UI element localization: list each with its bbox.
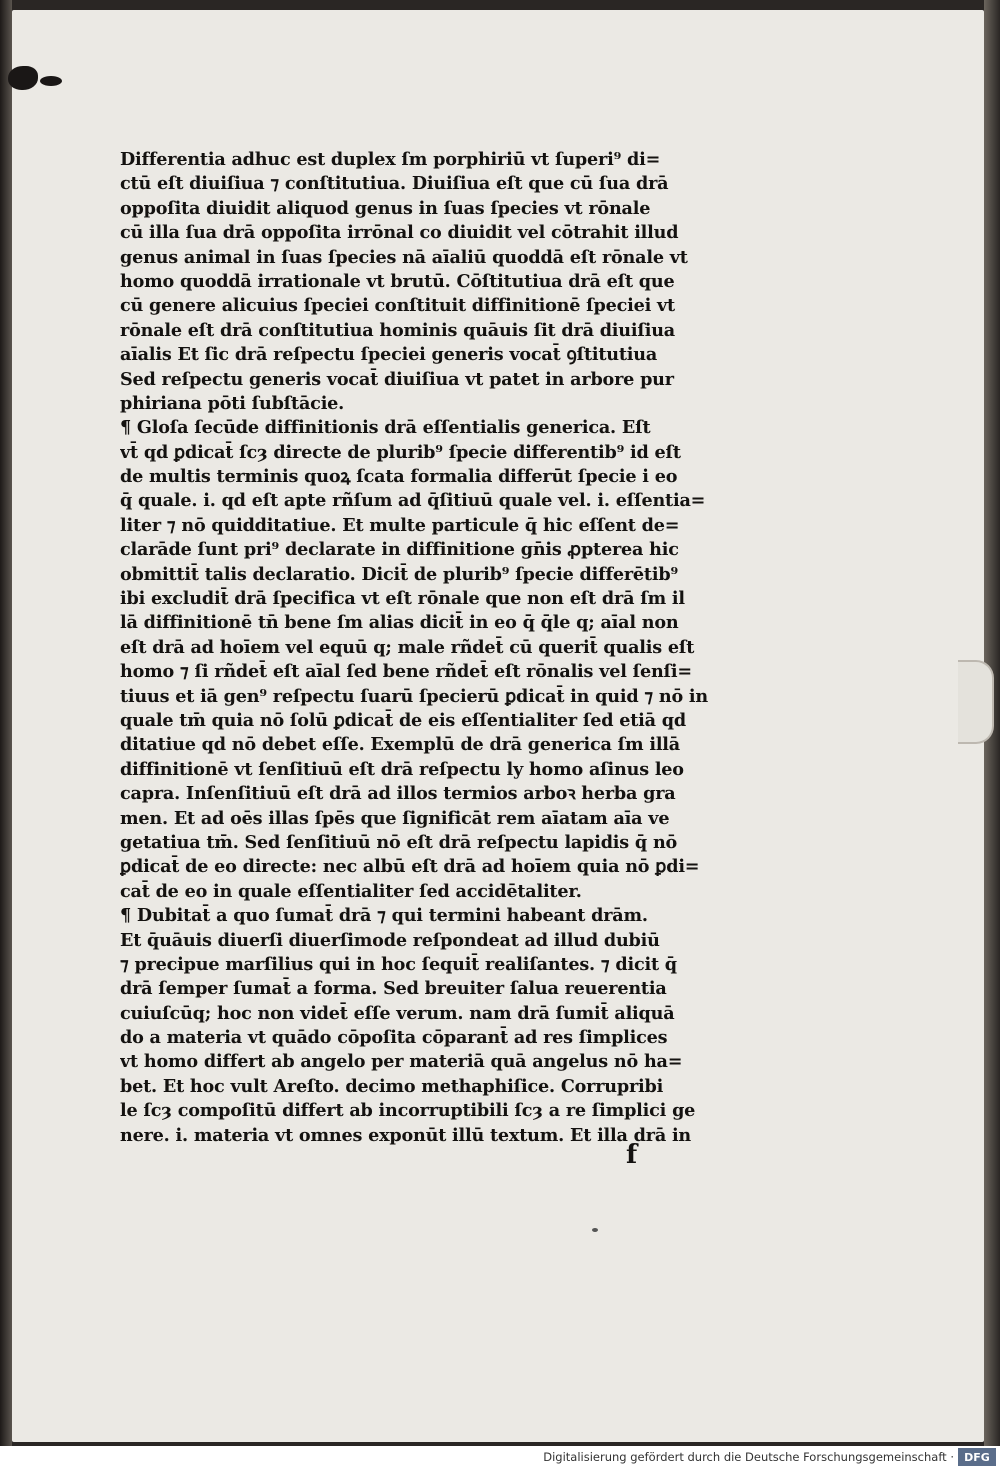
text-line: ditatiue qd nō debet eſſe. Exemplū de drā generica ſm illā [120,734,680,756]
text-line: getatiua tm̄. Sed ſenſitiuū nō eſt drā reſpectu lapidis q̄ nō [120,831,678,853]
book-spine [0,0,12,1446]
text-line: homo ⁊ ſi rñdet̄ eſt aīal ſed bene rñdet̄ eſt rōnalis vel ſenſi= [120,661,692,683]
text-line: Differentia adhuc est duplex ſm porphiriū vt ſuperi⁹ di= [120,149,661,170]
text-line: ¶ Dubitat̄ a quo ſumat̄ drā ⁊ qui termini habeant drām. [120,905,648,927]
text-line: rōnale eſt drā conſtitutiua hominis quāuis ſit drā diuiſiua [120,319,676,341]
text-line: cū genere alicuius ſpeciei conſtituit diffinitionē ſpeciei vt [120,295,675,317]
text-line: ⁊ precipue marſilius qui in hoc ſequit̄ realiſantes. ⁊ dicit q̄ [120,953,677,975]
printed-text-block [120,148,720,1148]
text-line: homo quoddā irrationale vt brutū. Cōſtitutiua drā eſt que [120,270,675,292]
text-line: vt homo differt ab angelo per materiā quā angelus nō ha= [120,1051,683,1073]
text-line: men. Et ad oēs illas ſpēs que ſignificāt rem aīatam aīa ve [120,807,670,829]
text-line: quale tm̄ quia nō ſolū ꝑdicat̄ de eis eſſentialiter ſed etiā qd [120,709,686,731]
text-line: de multis terminis quoꝝ ſcata formalia differūt ſpecie i eo [120,466,678,488]
dfg-logo: DFG [958,1448,996,1466]
text-line: cuiuſcūq; hoc non videt̄ eſſe verum. nam drā ſumit̄ aliquā [120,1002,675,1024]
text-line: cū illa ſua drā oppoſita irrōnal co diuidit vel cōtrahit illud [120,222,679,244]
text-line: bet. Et hoc vult Areſto. decimo methaphiſice. Corrupribi [120,1075,664,1097]
signature-mark: f [626,1140,638,1170]
text-line: drā ſemper ſumat̄ a forma. Sed breuiter ſalua reuerentia [120,978,667,1000]
text-line: liter ⁊ nō quidditatiue. Et multe particule q̄ hic eſſent de= [120,514,680,536]
text-line: clarāde ſunt pri⁹ declarate in diffinitione gn̄is ꝓpterea hic [120,539,679,561]
text-line: eſt drā ad hoīem vel equū q; male rñdet̄ cū querit̄ qualis eſt [120,636,695,658]
text-line: oppoſita diuidit aliquod genus in ſuas ſpecies vt rōnale [120,197,651,219]
text-line: ꝑdicat̄ de eo directe: nec albū eſt drā ad hoīem quia nō ꝑdi= [120,856,700,878]
text-line: ctū eſt diuiſiua ⁊ conſtitutiua. Diuiſiua eſt que cū ſua drā [120,173,669,195]
text-line: phiriana pōti ſubſtācie. [120,392,345,414]
text-line: diffinitionē vt ſenſitiuū eſt drā reſpectu ly homo aſinus leo [120,758,684,780]
text-line: do a materia vt quādo cōpoſita cōparant̄ ad res ſimplices [120,1027,668,1049]
text-line: ¶ Gloſa ſecūde diffinitionis drā eſſentialis generica. Eſt [120,417,651,439]
ink-blot [8,66,38,90]
text-line: obmittit̄ talis declaratio. Dicit̄ de plurib⁹ ſpecie differētib⁹ [120,563,678,585]
text-line: lā diffinitionē tn̄ bene ſm alias dicit̄ in eo q̄ q̄le q; aīal non [120,612,679,634]
text-line: Sed reſpectu generis vocat̄ diuiſiua vt patet in arbore pur [120,368,674,390]
page-clip [958,660,994,744]
text-line: aīalis Et ſic drā reſpectu ſpeciei generis vocat̄ ꝯſtitutiua [120,344,658,366]
text-line: tiuus et iā gen⁹ reſpectu ſuarū ſpecierū ꝑdicat̄ in quid ⁊ nō in [120,685,708,707]
text-line: cat̄ de eo in quale eſſentialiter ſed accidētaliter. [120,880,582,902]
funding-notice: Digitalisierung gefördert durch die Deutsche Forschungsgemeinschaft · [543,1450,954,1464]
text-line: Et q̄uāuis diuerſi diuerſimode reſpondeat ad illud dubiū [120,929,660,951]
ink-blot-tail [40,76,62,86]
text-line: capra. Inſenſitiuū eſt drā ad illos termios arboꝛ herba gra [120,783,676,805]
text-line: ibi excludit̄ drā ſpecifica vt eſt rōnale que non eſt drā ſm il [120,588,685,610]
text-line: genus animal in ſuas ſpecies nā aīaliū quoddā eſt rōnale vt [120,246,688,268]
paper-speck [592,1228,598,1232]
text-line: nere. i. materia vt omnes exponūt illū textum. Et illa drā in [120,1124,692,1146]
text-line: vt̄ qd ꝑdicat̄ ſcȝ directe de plurib⁹ ſpecie differentib⁹ id eſt [120,441,681,463]
text-line: q̄ quale. i. qd eſt apte rñſum ad q̄ſitiuū quale vel. i. eſſentia= [120,490,706,512]
text-line: le ſcȝ compoſitū differt ab incorruptibili ſcȝ a re ſimplici ge [120,1100,696,1122]
